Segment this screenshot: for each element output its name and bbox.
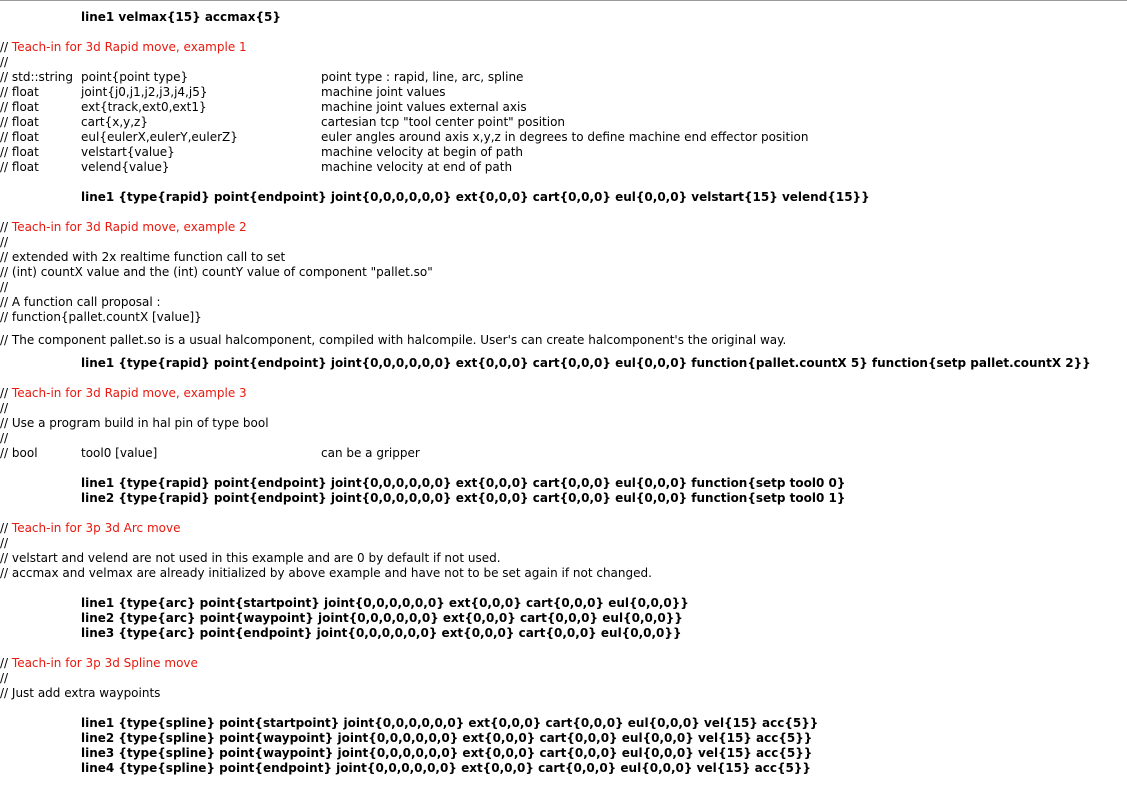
param-name: point{point type} [81, 70, 189, 84]
section1-heading-title: Teach-in for 3d Rapid move, example 1 [11, 40, 247, 54]
param-desc: machine velocity at begin of path [321, 145, 524, 159]
code-line: line2 {type{spline} point{waypoint} joint{0,0,0,0,0,0} ext{0,0,0} cart{0,0,0} eul{0,0,0} vel{15} acc{5}} [81, 731, 813, 745]
code-line: line2 {type{rapid} point{endpoint} joint{0,0,0,0,0,0} ext{0,0,0} cart{0,0,0} eul{0,0,0} function{setp tool0 1} [81, 491, 846, 505]
param-type: // float [0, 100, 39, 114]
param-desc: euler angles around axis x,y,z in degrees to define machine end effector position [321, 130, 809, 144]
param-name: tool0 [value] [81, 446, 158, 460]
header-code-line: line1 velmax{15} accmax{5} [81, 10, 281, 24]
code-line: line1 {type{rapid} point{endpoint} joint{0,0,0,0,0,0} ext{0,0,0} cart{0,0,0} eul{0,0,0} function{pallet.countX 5} function{setp pallet.countX 2}} [81, 356, 1091, 370]
param-row [0, 160, 1127, 175]
param-name: eul{eulerX,eulerY,eulerZ} [81, 130, 238, 144]
param-name: joint{j0,j1,j2,j3,j4,j5} [81, 85, 208, 99]
param-type: // float [0, 160, 39, 174]
comment-line: // Just add extra waypoints [0, 686, 161, 700]
param-type: // float [0, 115, 39, 129]
comment-line: // velstart and velend are not used in this example and are 0 by default if not used. [0, 551, 501, 565]
param-type: // float [0, 85, 39, 99]
comment-line: // [0, 401, 9, 415]
section3-heading-prefix: // [0, 386, 12, 400]
section3-heading-title: Teach-in for 3d Rapid move, example 3 [11, 386, 247, 400]
code-line: line1 {type{arc} point{startpoint} joint{0,0,0,0,0,0} ext{0,0,0} cart{0,0,0} eul{0,0,0}} [81, 596, 689, 610]
code-line: line1 {type{rapid} point{endpoint} joint{0,0,0,0,0,0} ext{0,0,0} cart{0,0,0} eul{0,0,0} function{setp tool0 0} [81, 476, 846, 490]
section5-heading-title: Teach-in for 3p 3d Spline move [11, 656, 198, 670]
param-name: velstart{value} [81, 145, 175, 159]
comment-line: // A function call proposal : [0, 295, 161, 309]
param-row [0, 115, 1127, 130]
param-name: ext{track,ext0,ext1} [81, 100, 207, 114]
section5-heading [0, 656, 1127, 671]
section2-heading-prefix: // [0, 220, 12, 234]
section4-heading-prefix: // [0, 521, 12, 535]
section3-heading [0, 386, 1127, 401]
section2-heading [0, 220, 1127, 235]
code-line: line3 {type{spline} point{waypoint} joint{0,0,0,0,0,0} ext{0,0,0} cart{0,0,0} eul{0,0,0} vel{15} acc{5}} [81, 746, 813, 760]
section1-heading [0, 40, 1127, 55]
param-row [0, 130, 1127, 145]
comment-line: // Use a program build in hal pin of type bool [0, 416, 269, 430]
param-desc: cartesian tcp "tool center point" position [321, 115, 566, 129]
param-type: // bool [0, 446, 38, 460]
param-row [0, 446, 1127, 461]
code-line: line4 {type{spline} point{endpoint} joint{0,0,0,0,0,0} ext{0,0,0} cart{0,0,0} eul{0,0,0} vel{15} acc{5}} [81, 761, 811, 775]
param-name: velend{value} [81, 160, 170, 174]
param-desc: machine velocity at end of path [321, 160, 513, 174]
comment-line: // (int) countX value and the (int) countY value of component "pallet.so" [0, 265, 433, 279]
section4-heading-title: Teach-in for 3p 3d Arc move [11, 521, 181, 535]
comment-line: // [0, 536, 9, 550]
param-type: // std::string [0, 70, 74, 84]
code-line: line3 {type{arc} point{endpoint} joint{0,0,0,0,0,0} ext{0,0,0} cart{0,0,0} eul{0,0,0}} [81, 626, 682, 640]
section2-heading-title: Teach-in for 3d Rapid move, example 2 [11, 220, 247, 234]
document-body [0, 10, 1127, 776]
comment-line: // accmax and velmax are already initialized by above example and have not to be set again if not changed. [0, 566, 652, 580]
code-line: line1 {type{rapid} point{endpoint} joint{0,0,0,0,0,0} ext{0,0,0} cart{0,0,0} eul{0,0,0} velstart{15} velend{15}} [81, 190, 870, 204]
section4-heading [0, 521, 1127, 536]
param-desc: machine joint values [321, 85, 446, 99]
comment-note: // The component pallet.so is a usual halcomponent, compiled with halcompile. User's can create halcomponent's the original way. [0, 333, 787, 347]
param-row [0, 145, 1127, 160]
section5-heading-prefix: // [0, 656, 12, 670]
param-row [0, 85, 1127, 100]
param-type: // float [0, 130, 39, 144]
comment-line: // [0, 671, 9, 685]
param-desc: can be a gripper [321, 446, 420, 460]
param-desc: point type : rapid, line, arc, spline [321, 70, 524, 84]
comment-line: // [0, 431, 9, 445]
top-border [0, 0, 1127, 1]
code-line: line2 {type{arc} point{waypoint} joint{0,0,0,0,0,0} ext{0,0,0} cart{0,0,0} eul{0,0,0}} [81, 611, 683, 625]
comment-line: // [0, 235, 9, 249]
section1-blank-comment: // [0, 55, 9, 69]
param-name: cart{x,y,z} [81, 115, 148, 129]
comment-line: // extended with 2x realtime function call to set [0, 250, 286, 264]
param-desc: machine joint values external axis [321, 100, 527, 114]
param-row [0, 100, 1127, 115]
section1-heading-prefix: // [0, 40, 12, 54]
param-row [0, 70, 1127, 85]
param-type: // float [0, 145, 39, 159]
code-line: line1 {type{spline} point{startpoint} joint{0,0,0,0,0,0} ext{0,0,0} cart{0,0,0} eul{0,0,0} vel{15} acc{5}} [81, 716, 819, 730]
comment-line: // function{pallet.countX [value]} [0, 310, 202, 324]
comment-line: // [0, 280, 9, 294]
